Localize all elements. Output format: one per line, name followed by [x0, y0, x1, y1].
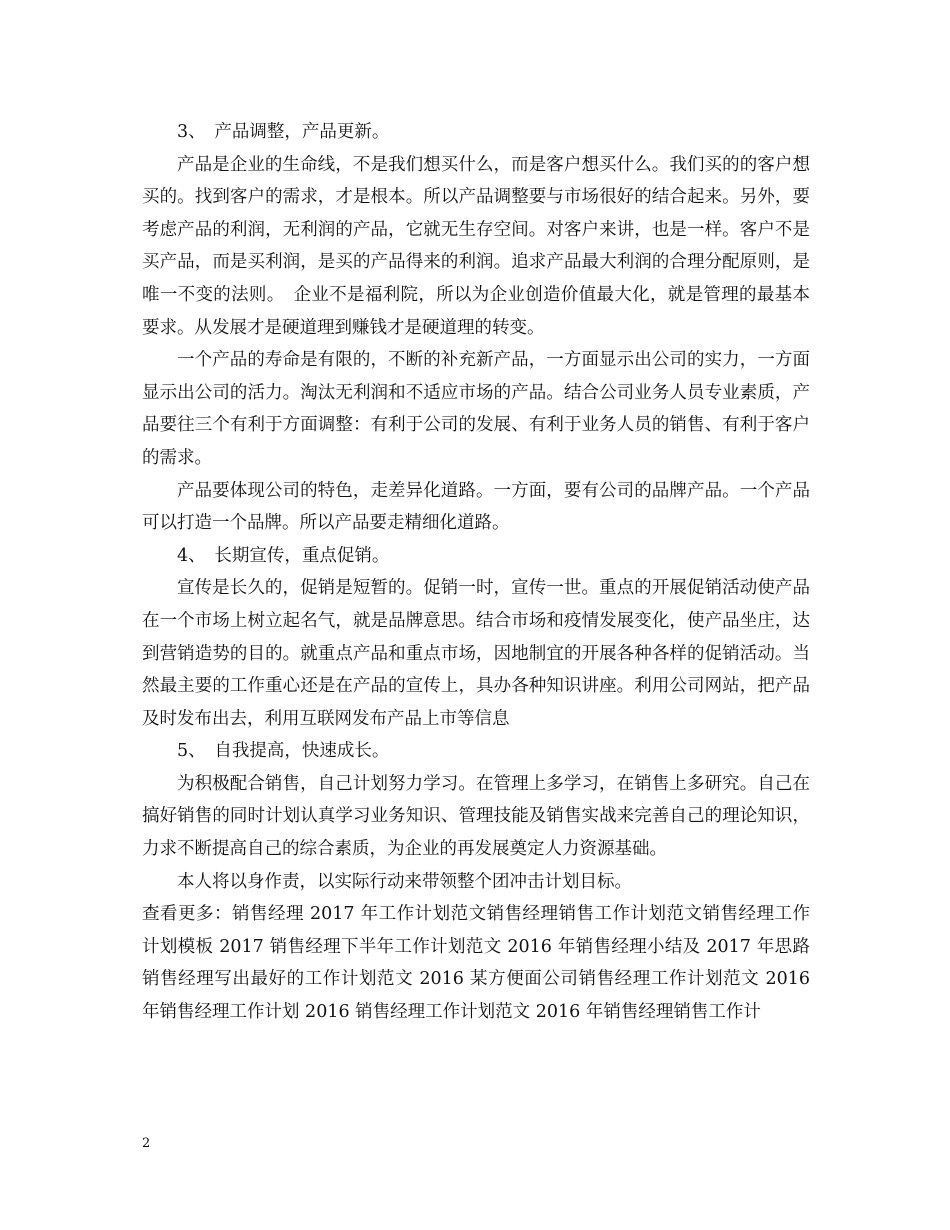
section-heading-4: 4、 长期宣传，重点促销。 — [177, 545, 390, 566]
section-heading-5: 5、 自我提高，快速成长。 — [177, 741, 390, 762]
see-more-links: 查看更多：销售经理 2017 年工作计划范文销售经理销售工作计划范文销售经理工作计划模板 2017 销售经理下半年工作计划范文 2016 年销售经理小结及 2017 年思路销售经理写出最好的工作计划范文 2016 某方便面公司销售经理工作计划范文 2016 年销售经理工作计划 2016 销售经理工作计划范文 2016 年销售经理销售工作计 — [142, 904, 810, 1023]
paragraph-product-differentiation: 产品要体现公司的特色，走差异化道路。一方面，要有公司的品牌产品。一个产品可以打造一个品牌。所以产品要走精细化道路。 — [142, 480, 810, 534]
paragraph-product-lifespan: 一个产品的寿命是有限的，不断的补充新产品，一方面显示出公司的实力，一方面显示出公司的活力。淘汰无利润和不适应市场的产品。结合公司业务人员专业素质，产品要往三个有利于方面调整：有利于公司的发展、有利于业务人员的销售、有利于客户的需求。 — [142, 350, 810, 468]
paragraph-self-improvement: 为积极配合销售，自己计划努力学习。在管理上多学习，在销售上多研究。自己在搞好销售的同时计划认真学习业务知识、管理技能及销售实战来完善自己的理论知识，力求不断提高自己的综合素质，为企业的再发展奠定人力资源基础。 — [142, 773, 810, 860]
paragraph-commitment: 本人将以身作责，以实际行动来带领整个团冲击计划目标。 — [177, 871, 632, 892]
page-number: 2 — [142, 1136, 151, 1151]
paragraph-product-lifeline: 产品是企业的生命线，不是我们想买什么，而是客户想买什么。我们买的的客户想买的。找到客户的需求，才是根本。所以产品调整要与市场很好的结合起来。另外，要考虑产品的利润，无利润的产品，它就无生存空间。对客户来讲，也是一样。客户不是买产品，而是买利润，是买的产品得来的利润。追求产品最大利润的合理分配原则，是唯一不变的法则。 企业不是福利院，所以为企业创造价值最大化，就是管理的最基本要求。从发展才是硬道理到赚钱才是硬道理的转变。 — [142, 154, 810, 338]
document-body — [142, 116, 810, 1029]
paragraph-promotion: 宣传是长久的，促销是短暂的。促销一时，宣传一世。重点的开展促销活动使产品在一个市场上树立起名气，就是品牌意思。结合市场和疫情发展变化，使产品坐庄，达到营销造势的目的。就重点产品和重点市场，因地制宜的开展各种各样的促销活动。当然最主要的工作重心还是在产品的宣传上，具办各种知识讲座。利用公司网站，把产品及时发布出去，利用互联网发布产品上市等信息 — [142, 578, 810, 729]
section-heading-3: 3、 产品调整，产品更新。 — [177, 122, 390, 142]
